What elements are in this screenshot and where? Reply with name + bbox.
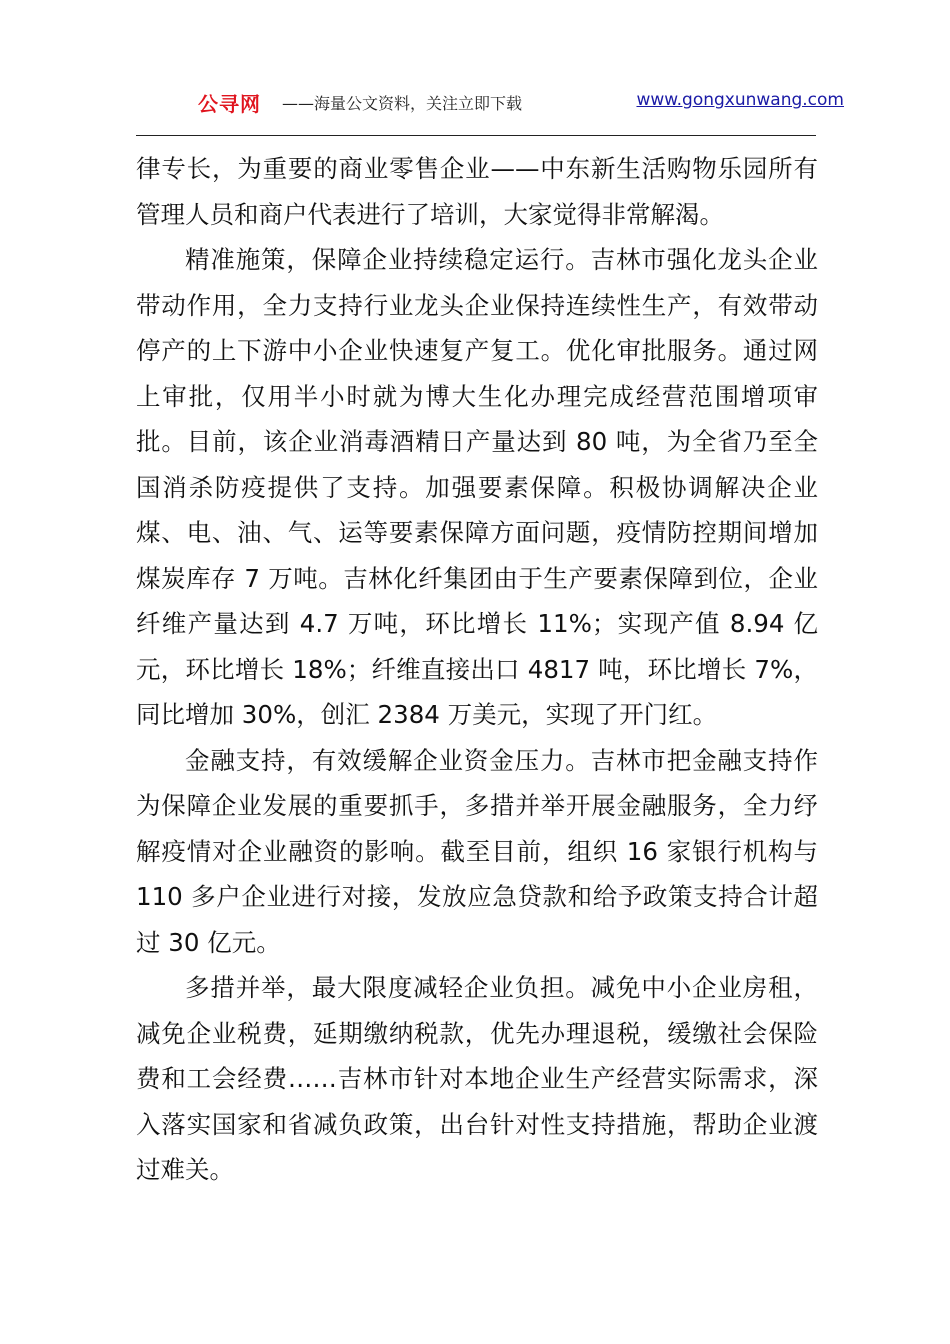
brand-logo[interactable]: 公寻网: [198, 92, 261, 116]
paragraph-financial-support: 金融支持，有效缓解企业资金压力。吉林市把金融支持作为保障企业发展的重要抓手，多措并举开展金融服务，全力纾解疫情对企业融资的影响。截至目前，组织 16 家银行机构与 110 多户企业进行对接，发放应急贷款和给予政策支持合计超过 30 亿元。: [136, 745, 818, 957]
document-body: [136, 146, 818, 1193]
page-header: [136, 84, 844, 120]
paragraph-reduce-burden: 多措并举，最大限度减轻企业负担。减免中小企业房租，减免企业税费，延期缴纳税款，优先办理退税，缓缴社会保险费和工会经费……吉林市针对本地企业生产经营实际需求，深入落实国家和省减负政策，出台针对性支持措施，帮助企业渡过难关。: [136, 973, 818, 1184]
paragraph-continued: 律专长，为重要的商业零售企业——中东新生活购物乐园所有管理人员和商户代表进行了培训，大家觉得非常解渴。: [136, 154, 818, 229]
header-divider: [136, 135, 816, 136]
paragraph-precise-measures: 精准施策，保障企业持续稳定运行。吉林市强化龙头企业带动作用，全力支持行业龙头企业保持连续性生产，有效带动停产的上下游中小企业快速复产复工。优化审批服务。通过网上审批，仅用半小时就为博大生化办理完成经营范围增项审批。目前，该企业消毒酒精日产量达到 80 吨，为全省乃至全国消杀防疫提供了支持。加强要素保障。积极协调解决企业煤、电、油、气、运等要素保障方面问题，疫情防控期间增加煤炭库存 7 万吨。吉林化纤集团由于生产要素保障到位，企业纤维产量达到 4.7 万吨，环比增长 11%；实现产值 8.94 亿元，环比增长 18%；纤维直接出口 4817 吨，环比增长 7%，同比增加 30%，创汇 2384 万美元，实现了开门红。: [136, 245, 818, 729]
header-slogan: ——海量公文资料，关注立即下载: [282, 94, 523, 113]
site-link[interactable]: www.gongxunwang.com: [636, 90, 844, 110]
